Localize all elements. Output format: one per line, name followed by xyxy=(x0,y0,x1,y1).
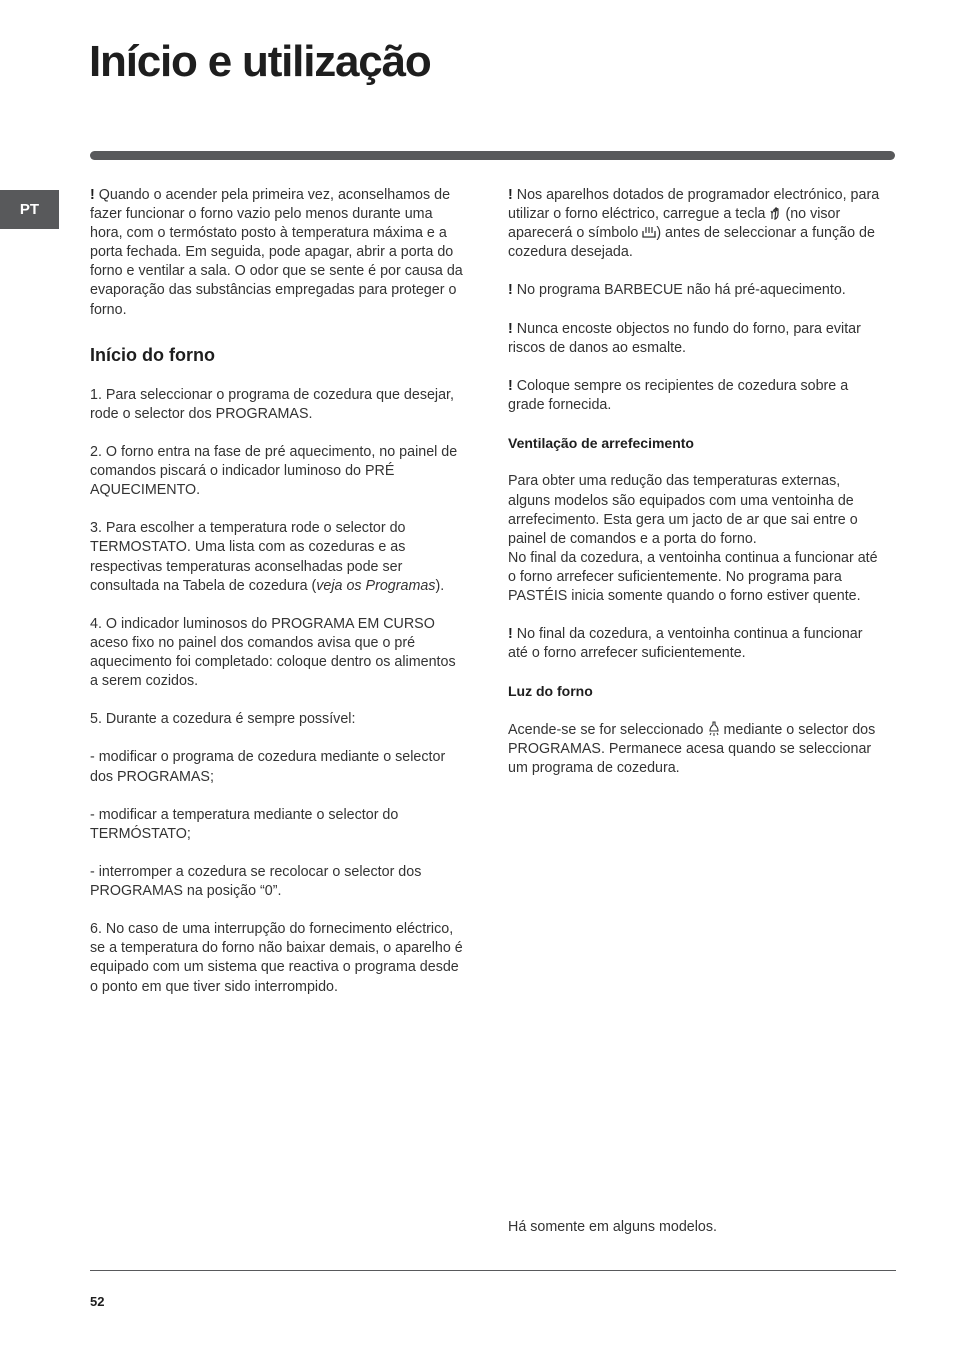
note-paragraph xyxy=(508,186,880,262)
list-item xyxy=(90,519,463,595)
note-paragraph xyxy=(508,281,880,300)
page-title: Início e utilização xyxy=(89,37,431,86)
warning-mark: ! xyxy=(508,187,513,203)
list-item: 1. Para seleccionar o programa de cozedura que desejar, rode o selector dos PROGRAMAS. xyxy=(90,386,454,422)
note-paragraph xyxy=(508,625,880,663)
list-item: 4. O indicador luminosos do PROGRAMA EM CURSO aceso fixo no painel dos comandos avisa que o pré aquecimento foi completado: coloque dentro os alimentos a serem cozidos. xyxy=(90,615,456,690)
note-text: (no visor aparecerá o símbolo xyxy=(508,206,841,242)
note-paragraph xyxy=(508,320,880,358)
list-item-text: ). xyxy=(435,577,445,594)
lamp-icon xyxy=(708,721,720,737)
list-item-emphasis: veja os Programas xyxy=(316,577,436,594)
warning-mark: ! xyxy=(508,320,513,337)
note-text: Nos aparelhos dotados de programador electrónico, para utilizar o forno eléctrico, carregue a tecla xyxy=(508,187,880,223)
list-item: 6. No caso de uma interrupção do fornecimento eléctrico, se a temperatura do forno não baixar demais, o aparelho é equipado com um sistema que reactiva o programa desde o ponto em que tiver sido interrompido. xyxy=(90,921,463,995)
note-text: Coloque sempre os recipientes de cozedura sobre a grade fornecida. xyxy=(508,377,849,414)
warning-mark: ! xyxy=(508,377,513,394)
footnote: Há somente em alguns modelos. xyxy=(508,1219,718,1235)
page-number: 52 xyxy=(90,1294,105,1309)
list-item: 5. Durante a cozedura é sempre possível: xyxy=(90,711,356,728)
light-paragraph xyxy=(508,721,880,778)
language-tab: PT xyxy=(0,190,59,229)
list-subitem: - modificar o programa de cozedura mediante o selector dos PROGRAMAS; xyxy=(90,749,446,785)
note-text: ) antes de seleccionar a função de cozedura desejada. xyxy=(508,225,875,261)
note-text: Nunca encoste objectos no fundo do forno, para evitar riscos de danos ao esmalte. xyxy=(508,320,861,356)
right-column xyxy=(508,186,880,797)
note-text: No final da cozedura, a ventoinha continua a funcionar até o forno arrefecer suficientemente. xyxy=(508,626,863,662)
warning-mark: ! xyxy=(508,282,513,299)
ventilation-text: Para obter uma redução das temperaturas externas, alguns modelos são equipados com uma ventoinha de arrefecimento. Esta gera um jacto de ar que sai entre o painel de comandos e a porta do forno. xyxy=(508,473,858,547)
oven-heat-icon xyxy=(642,225,656,239)
footer-rule xyxy=(90,1270,896,1271)
ventilation-heading: Ventilação de arrefecimento xyxy=(508,435,694,452)
left-column xyxy=(90,186,463,1016)
note-paragraph xyxy=(508,377,880,415)
list-subitem: - interromper a cozedura se recolocar o selector dos PROGRAMAS na posição “0”. xyxy=(90,864,422,900)
warning-mark: ! xyxy=(90,187,95,203)
list-item: 2. O forno entra na fase de pré aquecimento, no painel de comandos piscará o indicador luminoso do PRÉ AQUECIMENTO. xyxy=(90,443,458,499)
hand-key-icon xyxy=(769,206,781,220)
light-text: Acende-se se for seleccionado xyxy=(508,721,704,738)
note-text: No programa BARBECUE não há pré-aquecimento. xyxy=(516,282,846,299)
header-rule xyxy=(90,151,895,160)
light-text: mediante o selector dos PROGRAMAS. Permanece acesa quando se seleccionar um programa de cozedura. xyxy=(508,721,876,776)
warning-mark: ! xyxy=(508,626,513,643)
intro-text: Quando o acender pela primeira vez, aconselhamos de fazer funcionar o forno vazio pelo menos durante uma hora, com o termóstato posto à temperatura máxima e a porta fechada. Em seguida, pode apagar, abrir a porta do forno e ventilar a sala. O odor que se sente é por causa da evaporação das substâncias empregadas para proteger o forno. xyxy=(90,187,463,318)
list-subitem: - modificar a temperatura mediante o selector do TERMÓSTATO; xyxy=(90,806,399,842)
intro-paragraph xyxy=(90,186,463,320)
list-item-text: 3. Para escolher a temperatura rode o selector do TERMOSTATO. Uma lista com as cozeduras e as respectivas temperaturas aconselhadas pode ser consultada na Tabela de cozedura ( xyxy=(90,520,406,594)
ventilation-text: No final da cozedura, a ventoinha continua a funcionar até o forno arrefecer suficientemente. No programa para PASTÉIS inicia somente quando o forno estiver quente. xyxy=(508,549,878,604)
light-heading: Luz do forno xyxy=(508,683,593,700)
section-heading: Início do forno xyxy=(90,344,215,365)
